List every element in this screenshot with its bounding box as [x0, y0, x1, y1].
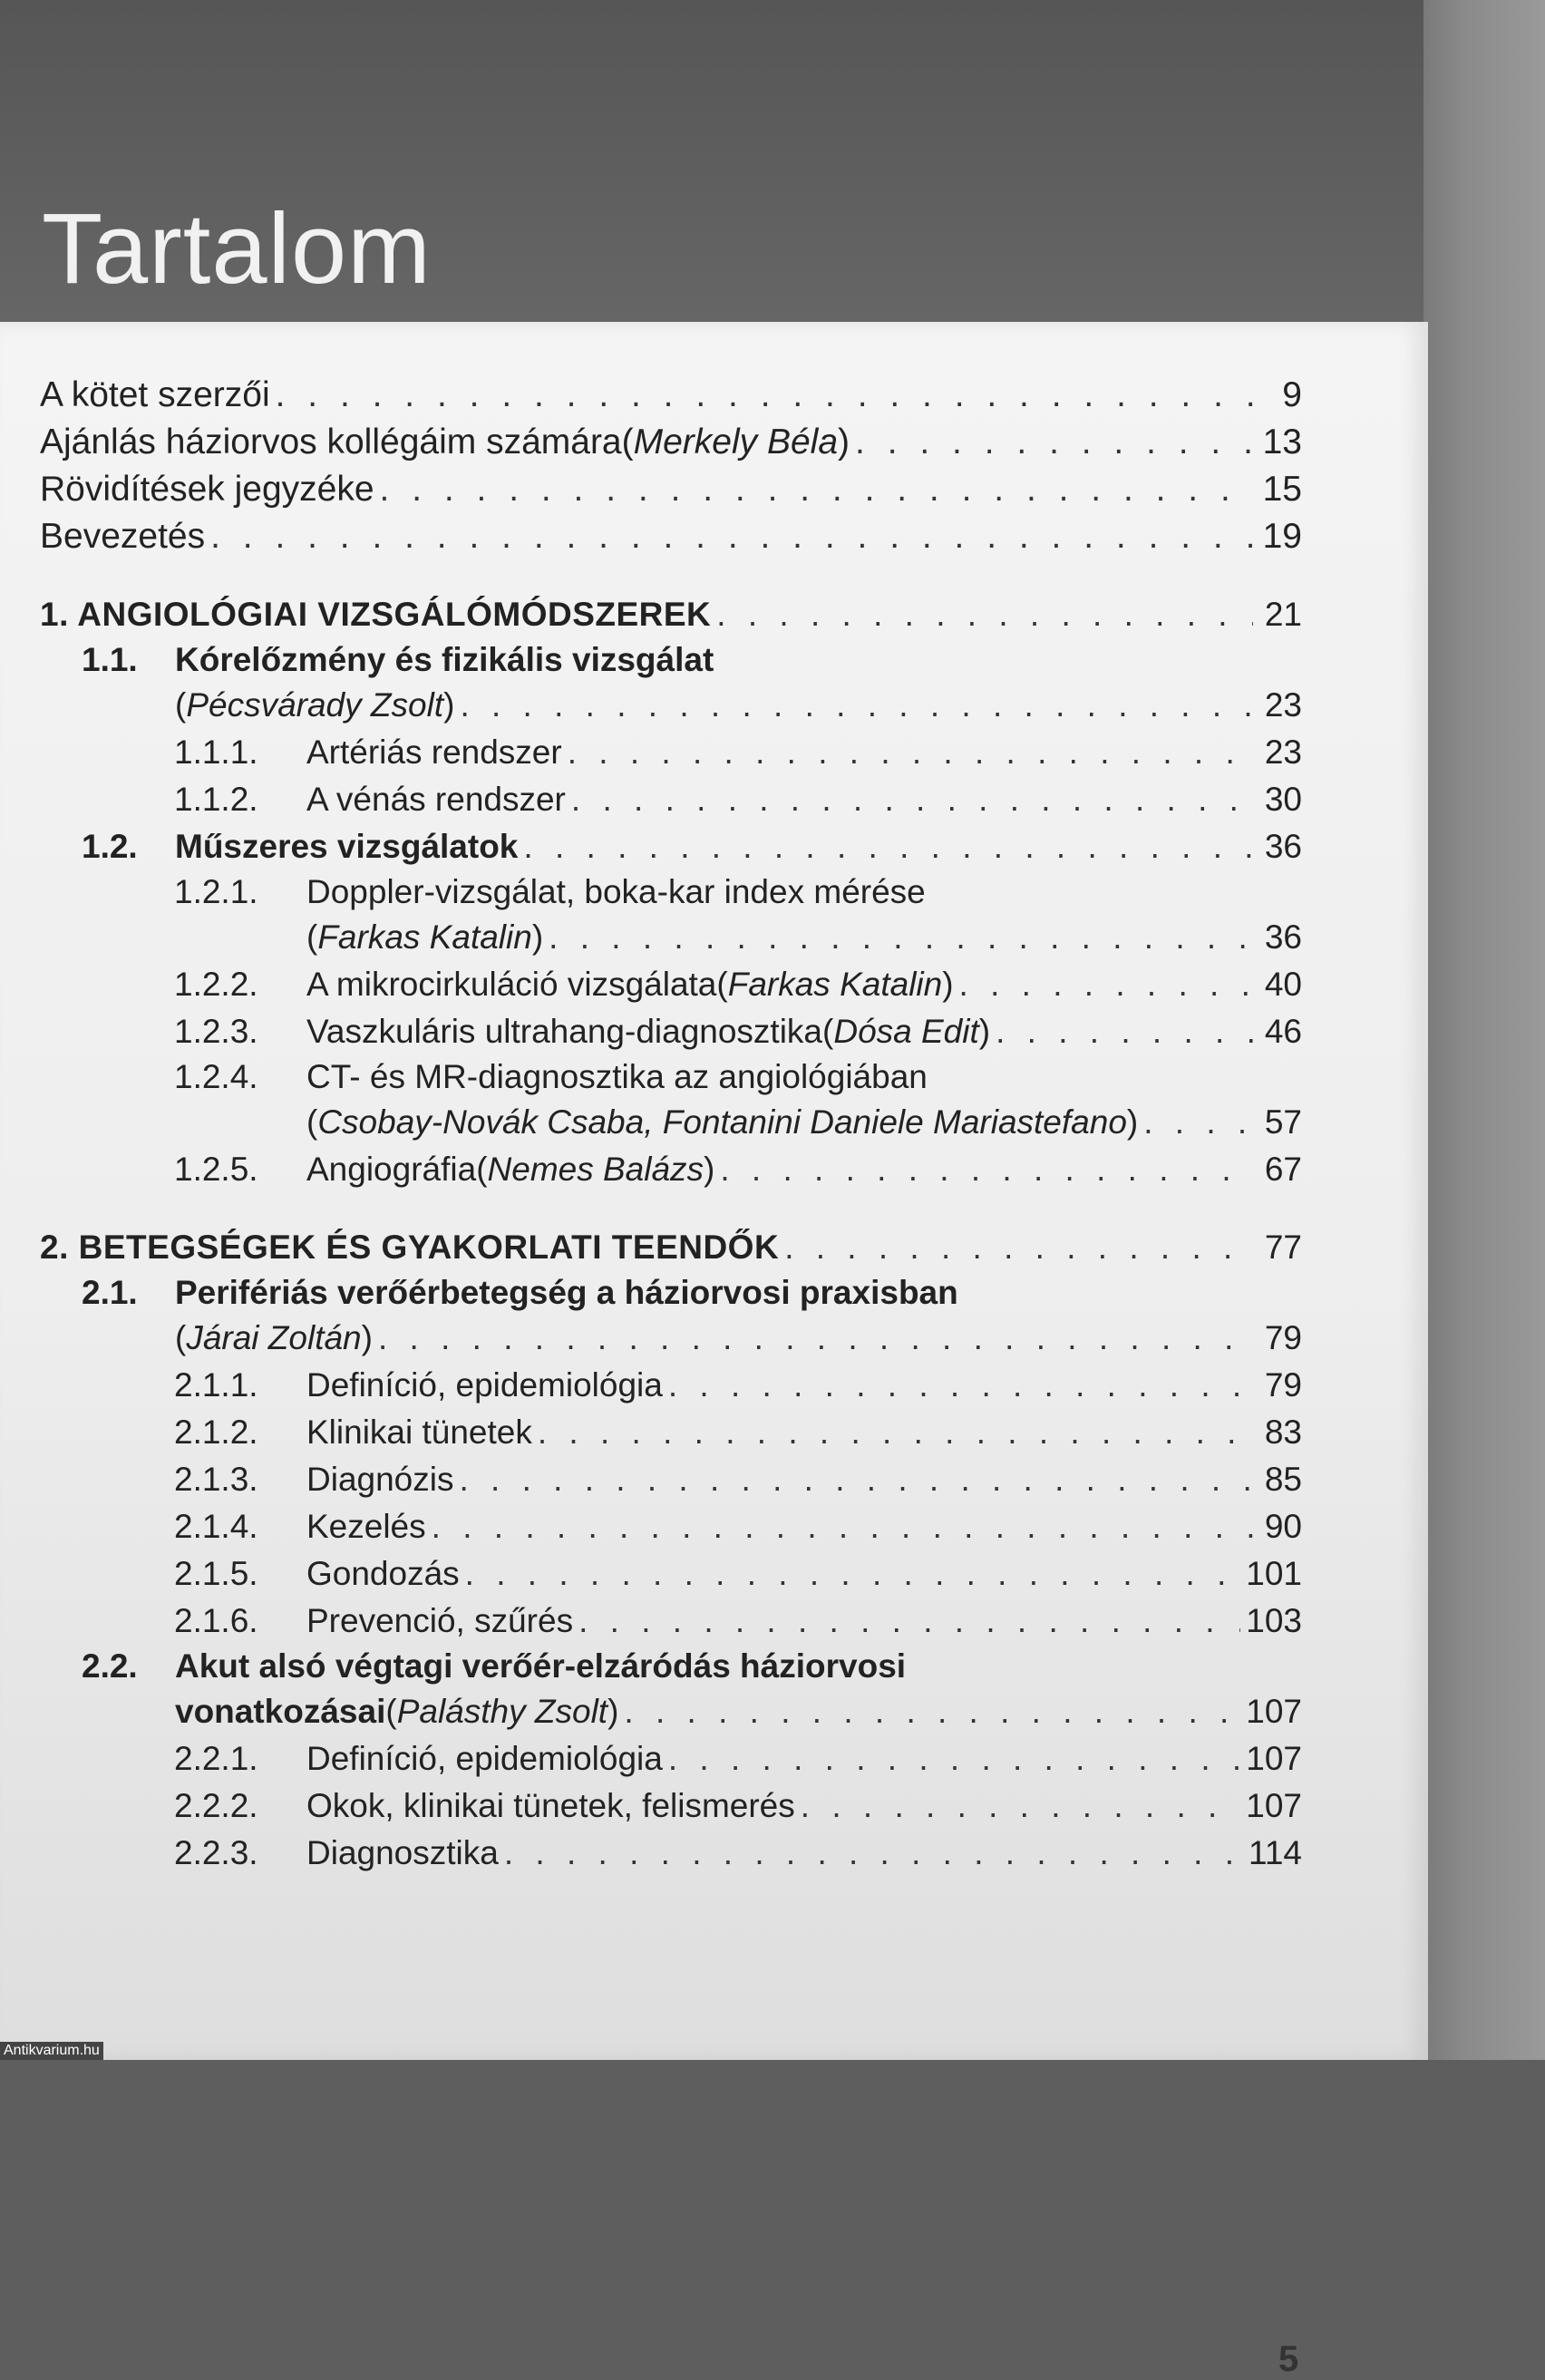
- item-number: 2.1.3.: [174, 1461, 258, 1498]
- item-title: Angiográfia: [306, 1151, 477, 1188]
- toc-item[interactable]: [40, 1055, 1302, 1099]
- toc-item[interactable]: [40, 1830, 1302, 1877]
- toc-item[interactable]: [40, 1550, 1302, 1598]
- toc-item[interactable]: [40, 1456, 1302, 1503]
- dot-leader: [538, 1409, 1253, 1456]
- toc-entry[interactable]: [40, 466, 1302, 513]
- dot-leader: [465, 1550, 1241, 1598]
- toc-item[interactable]: [40, 1362, 1302, 1409]
- dot-leader: [568, 729, 1253, 776]
- item-title: Vaszkuláris ultrahang-diagnosztika: [306, 1013, 823, 1050]
- toc-page-number: 23: [1264, 686, 1302, 724]
- dot-leader: [380, 466, 1253, 513]
- toc-entry-title: A kötet szerzői: [40, 375, 270, 414]
- toc-item[interactable]: [40, 1598, 1302, 1645]
- item-title: CT- és MR-diagnosztika az angiológiában: [306, 1058, 928, 1095]
- toc-entry-author: Pécsvárady Zsolt: [186, 686, 444, 724]
- toc-page-number: 23: [1264, 733, 1302, 771]
- page-title: Tartalom: [42, 193, 432, 305]
- toc-page-number: 77: [1264, 1229, 1302, 1266]
- dot-leader: [716, 591, 1253, 638]
- toc-page-number: 83: [1264, 1413, 1302, 1451]
- toc-entry-author: Járai Zoltán: [186, 1319, 362, 1356]
- item-number: 2.1.2.: [174, 1413, 258, 1451]
- toc-entry[interactable]: Ajánlás háziorvos kollégáim számára ( Merkely Béla ) . . . 13: [40, 419, 1302, 466]
- toc-page-number: 46: [1264, 1013, 1302, 1050]
- dot-leader: [624, 1688, 1240, 1735]
- item-number: 1.2.3.: [174, 1013, 258, 1050]
- toc-item[interactable]: [40, 776, 1302, 823]
- item-number: 1.2.5.: [174, 1151, 258, 1188]
- header-band: [0, 0, 1424, 326]
- subsection-title: Perifériás verőérbetegség a háziorvosi praxisban: [175, 1274, 958, 1311]
- item-title: Diagnosztika: [306, 1834, 499, 1871]
- dot-leader: [459, 1456, 1253, 1503]
- item-number: 1.2.2.: [174, 966, 258, 1003]
- toc-page-number: 103: [1246, 1602, 1302, 1639]
- item-number: 2.1.5.: [174, 1555, 258, 1592]
- toc-entry-author: Nemes Balázs: [487, 1151, 704, 1188]
- toc-page-number: 36: [1264, 828, 1302, 865]
- subsection-number: 2.2.: [82, 1647, 138, 1685]
- toc-item[interactable]: 1.2.5. Angiográfia ( Nemes Balázs ) . . . 67: [40, 1146, 1302, 1193]
- subsection-title: Műszeres vizsgálatok: [175, 828, 519, 865]
- item-number: 1.2.4.: [174, 1058, 258, 1095]
- item-title: Klinikai tünetek: [306, 1413, 532, 1451]
- dot-leader: [668, 1362, 1253, 1409]
- toc-item[interactable]: [40, 1783, 1302, 1830]
- toc-page-number: 114: [1249, 1834, 1302, 1871]
- item-title: Definíció, epidemiológia: [306, 1740, 663, 1777]
- toc-subsection-heading[interactable]: [40, 823, 1302, 870]
- toc-page-number: 57: [1264, 1103, 1302, 1141]
- toc-item[interactable]: [40, 1735, 1302, 1783]
- toc-entry-author: Merkely Béla: [633, 423, 839, 461]
- table-of-contents: [40, 372, 1302, 1877]
- toc-section-heading[interactable]: [40, 591, 1302, 638]
- item-number: 2.1.1.: [174, 1366, 258, 1404]
- toc-page-number: 107: [1246, 1740, 1302, 1777]
- item-title: Definíció, epidemiológia: [306, 1366, 663, 1404]
- subsection-title: Kórelőzmény és fizikális vizsgálat: [175, 641, 714, 678]
- toc-page-number: 9: [1282, 375, 1302, 414]
- toc-item[interactable]: 1.2.3. Vaszkuláris ultrahang-diagnosztika ( Dósa Edit ) . . . 46: [40, 1008, 1302, 1055]
- toc-section-1: [40, 591, 1302, 1193]
- toc-subsection-heading[interactable]: [40, 1271, 1302, 1315]
- item-title: A vénás rendszer: [306, 781, 566, 818]
- toc-entry-author: Palásthy Zsolt: [396, 1693, 608, 1730]
- toc-entry-author: Dósa Edit: [833, 1013, 979, 1050]
- toc-page-number: 21: [1264, 596, 1302, 633]
- toc-item[interactable]: 1.2.2. A mikrocirkuláció vizsgálata ( Farkas Katalin ) . . . 40: [40, 961, 1302, 1008]
- toc-page-number: 79: [1264, 1319, 1302, 1356]
- toc-entry-author: Farkas Katalin: [317, 918, 532, 956]
- dot-leader: [276, 372, 1253, 419]
- dot-leader: [801, 1783, 1241, 1830]
- toc-entry-title: Ajánlás háziorvos kollégáim számára: [40, 423, 622, 461]
- item-title: Doppler-vizsgálat, boka-kar index mérése: [306, 873, 926, 910]
- item-number: 2.2.1.: [174, 1740, 258, 1777]
- toc-subsection-heading[interactable]: [40, 1645, 1302, 1688]
- dot-leader: [668, 1735, 1240, 1783]
- dot-leader: [460, 682, 1253, 729]
- subsection-number: 1.1.: [82, 641, 138, 678]
- item-number: 1.2.1.: [174, 873, 258, 910]
- toc-page-number: 107: [1246, 1693, 1302, 1730]
- toc-entry[interactable]: [40, 372, 1302, 419]
- dot-leader: [855, 419, 1253, 466]
- section-label: 1. ANGIOLÓGIAI VIZSGÁLÓMÓDSZEREK: [40, 596, 712, 633]
- toc-page-number: 67: [1264, 1151, 1302, 1188]
- toc-entry-author: Csobay-Novák Csaba, Fontanini Daniele Mariastefano: [317, 1103, 1127, 1141]
- watermark: Antikvarium.hu: [0, 2042, 103, 2060]
- dot-leader: [523, 823, 1253, 870]
- page-number: 5: [1278, 2339, 1299, 2379]
- toc-page-number: 13: [1262, 423, 1302, 461]
- toc-item[interactable]: [40, 1503, 1302, 1550]
- toc-entry-title: Bevezetés: [40, 517, 206, 556]
- item-number: 2.1.6.: [174, 1602, 258, 1639]
- item-title: Okok, klinikai tünetek, felismerés: [306, 1787, 795, 1824]
- item-number: 2.2.2.: [174, 1787, 258, 1824]
- item-title: Prevenció, szűrés: [306, 1602, 574, 1639]
- toc-page-number: 19: [1262, 517, 1302, 556]
- toc-page-number: 30: [1264, 781, 1302, 818]
- toc-section-2: [40, 1224, 1302, 1877]
- item-title: A mikrocirkuláció vizsgálata: [306, 966, 717, 1003]
- dot-leader: [504, 1830, 1243, 1877]
- subsection-number: 1.2.: [82, 828, 138, 865]
- dot-leader: [432, 1503, 1253, 1550]
- dot-leader: [959, 961, 1253, 1008]
- toc-page-number: 90: [1264, 1508, 1302, 1545]
- toc-item-author-line[interactable]: ( Farkas Katalin ) . . . 36: [40, 914, 1302, 961]
- toc-item[interactable]: [40, 729, 1302, 776]
- dot-leader: [1143, 1099, 1253, 1146]
- item-number: 1.1.1.: [174, 733, 258, 771]
- item-title: Diagnózis: [306, 1461, 454, 1498]
- subsection-title-continued: vonatkozásai: [175, 1693, 386, 1730]
- item-number: 2.2.3.: [174, 1834, 258, 1871]
- toc-subsection-author-line[interactable]: vonatkozásai ( Palásthy Zsolt ) . . . 107: [40, 1688, 1302, 1735]
- dot-leader: [578, 1598, 1240, 1645]
- toc-page-number: 40: [1264, 966, 1302, 1003]
- toc-subsection-author-line[interactable]: ( Pécsvárady Zsolt ) . . . 23: [40, 682, 1302, 729]
- toc-entry[interactable]: [40, 513, 1302, 560]
- item-number: 2.1.4.: [174, 1508, 258, 1545]
- subsection-title: Akut alsó végtagi verőér-elzáródás háziorvosi: [175, 1647, 907, 1685]
- dot-leader: [549, 914, 1253, 961]
- dot-leader: [378, 1315, 1253, 1362]
- dot-leader: [784, 1224, 1253, 1271]
- toc-page-number: 107: [1246, 1787, 1302, 1824]
- toc-page-number: 101: [1246, 1555, 1302, 1592]
- toc-subsection-heading[interactable]: [40, 638, 1302, 682]
- toc-page-number: 85: [1264, 1461, 1302, 1498]
- document-page: [0, 322, 1428, 2379]
- toc-section-heading[interactable]: [40, 1224, 1302, 1271]
- item-title: Artériás rendszer: [306, 733, 562, 771]
- toc-page-number: 79: [1264, 1366, 1302, 1404]
- toc-page-number: 15: [1262, 470, 1302, 509]
- toc-item-author-line[interactable]: ( Csobay-Novák Csaba, Fontanini Daniele Mariastefano ) . . . 57: [40, 1099, 1302, 1146]
- toc-item[interactable]: [40, 870, 1302, 914]
- dot-leader: [996, 1008, 1253, 1055]
- toc-entry-title: Rövidítések jegyzéke: [40, 470, 374, 509]
- toc-item[interactable]: [40, 1409, 1302, 1456]
- dot-leader: [571, 776, 1253, 823]
- item-number: 1.1.2.: [174, 781, 258, 818]
- dot-leader: [210, 513, 1253, 560]
- toc-subsection-author-line[interactable]: ( Járai Zoltán ) . . . 79: [40, 1315, 1302, 1362]
- toc-entry-author: Farkas Katalin: [727, 966, 943, 1003]
- toc-page-number: 36: [1264, 918, 1302, 956]
- item-title: Kezelés: [306, 1508, 426, 1545]
- subsection-number: 2.1.: [82, 1274, 138, 1311]
- item-title: Gondozás: [306, 1555, 460, 1592]
- section-label: 2. BETEGSÉGEK ÉS GYAKORLATI TEENDŐK: [40, 1229, 780, 1266]
- dot-leader: [720, 1146, 1253, 1193]
